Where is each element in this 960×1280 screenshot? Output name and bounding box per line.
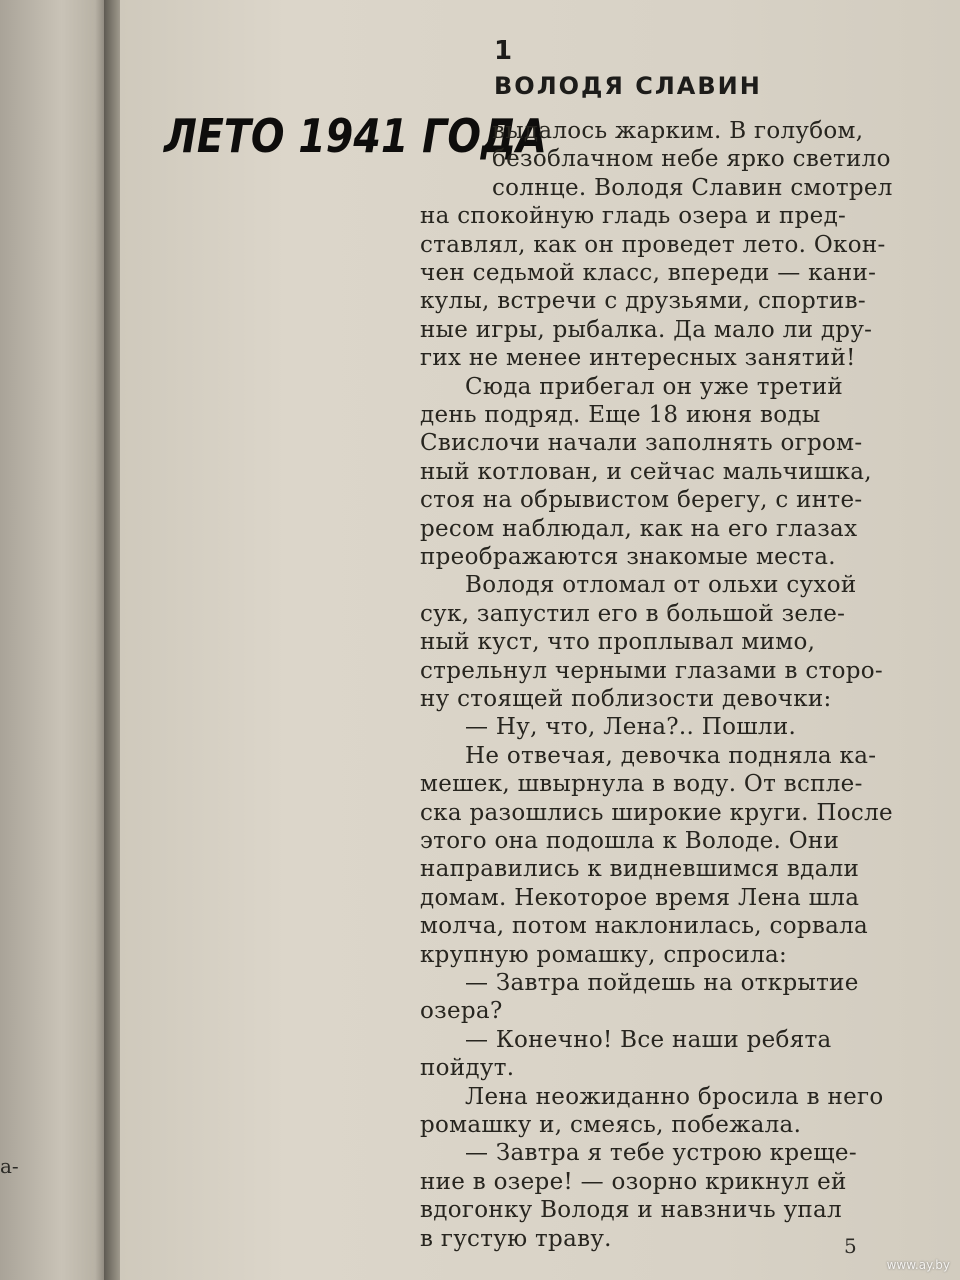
text-line: в густую траву. [420, 1225, 612, 1252]
text-line: солнце. Володя Славин смотрел [492, 174, 893, 201]
text-line: — Завтра пойдешь на открытие [465, 970, 859, 996]
text-line: — Конечно! Все наши ребята [465, 1026, 832, 1053]
text-line: ный куст, что проплывал мимо, [420, 629, 816, 656]
text-line: ска разошлись широкие круги. После [420, 799, 893, 826]
text-line: Свислочи начали заполнять огром- [420, 430, 863, 457]
text-line: преображаются знакомые места. [420, 544, 836, 570]
text-line: домам. Некоторое время Лена шла [420, 884, 860, 911]
text-line: ный котлован, и сейчас мальчишка, [420, 458, 872, 485]
text-line: день подряд. Еще 18 июня воды [420, 402, 821, 428]
text-line: мешек, швырнула в воду. От вспле- [420, 771, 863, 798]
text-line: на спокойную гладь озера и пред- [420, 203, 847, 230]
text-line: Сюда прибегал он уже третий [465, 373, 843, 400]
text-line: стоя на обрывистом берегу, с инте- [420, 487, 863, 514]
text-line: Лена неожиданно бросила в него [465, 1083, 884, 1110]
text-line: гих не менее интересных занятий! [420, 345, 856, 372]
text-line: — Ну, что, Лена?.. Пошли. [465, 714, 797, 741]
book-page [120, 0, 960, 1280]
previous-page [0, 0, 112, 1280]
text-line: ромашку и, смеясь, побежала. [420, 1112, 802, 1138]
chapter-title: ВОЛОДЯ СЛАВИН [494, 72, 762, 100]
text-line: этого она подошла к Володе. Они [420, 828, 840, 854]
text-line: стрельнул черными глазами в сторо- [420, 657, 883, 684]
text-line: ну стоящей поблизости девочки: [420, 686, 832, 712]
text-line: пойдут. [420, 1055, 515, 1082]
text-line: озера? [420, 998, 503, 1025]
text-line: вдогонку Володя и навзничь упал [420, 1197, 842, 1224]
text-line: — Завтра я тебе устрою креще- [465, 1140, 857, 1167]
text-line: Не отвечая, девочка подняла ка- [465, 742, 877, 769]
headline: ЛЕТО 1941 ГОДА [164, 109, 547, 163]
text-line: Володя отломал от ольхи сухой [465, 572, 857, 599]
text-line: кулы, встречи с друзьями, спортив- [420, 288, 866, 315]
chapter-number: 1 [494, 36, 513, 66]
text-line: сук, запустил его в большой зеле- [420, 600, 846, 627]
text-line: молча, потом наклонилась, сорвала [420, 913, 869, 940]
text-line: направились к видневшимся вдали [420, 856, 860, 883]
text-line: выдалось жарким. В голубом, [492, 118, 864, 144]
text-line: ние в озере! — озорно крикнул ей [420, 1168, 847, 1195]
previous-page-text-fragment: а- [0, 1154, 19, 1178]
page-number: 5 [844, 1234, 857, 1258]
text-line: безоблачном небе ярко светило [492, 146, 891, 173]
text-line: чен седьмой класс, впереди — кани- [420, 260, 877, 286]
text-line: ресом наблюдал, как на его глазах [420, 515, 858, 542]
watermark: www.ay.by [886, 1258, 950, 1272]
text-line: ные игры, рыбалка. Да мало ли дру- [420, 316, 873, 343]
text-line: ставлял, как он проведет лето. Окон- [420, 231, 886, 258]
text-line: крупную ромашку, спросила: [420, 941, 788, 968]
